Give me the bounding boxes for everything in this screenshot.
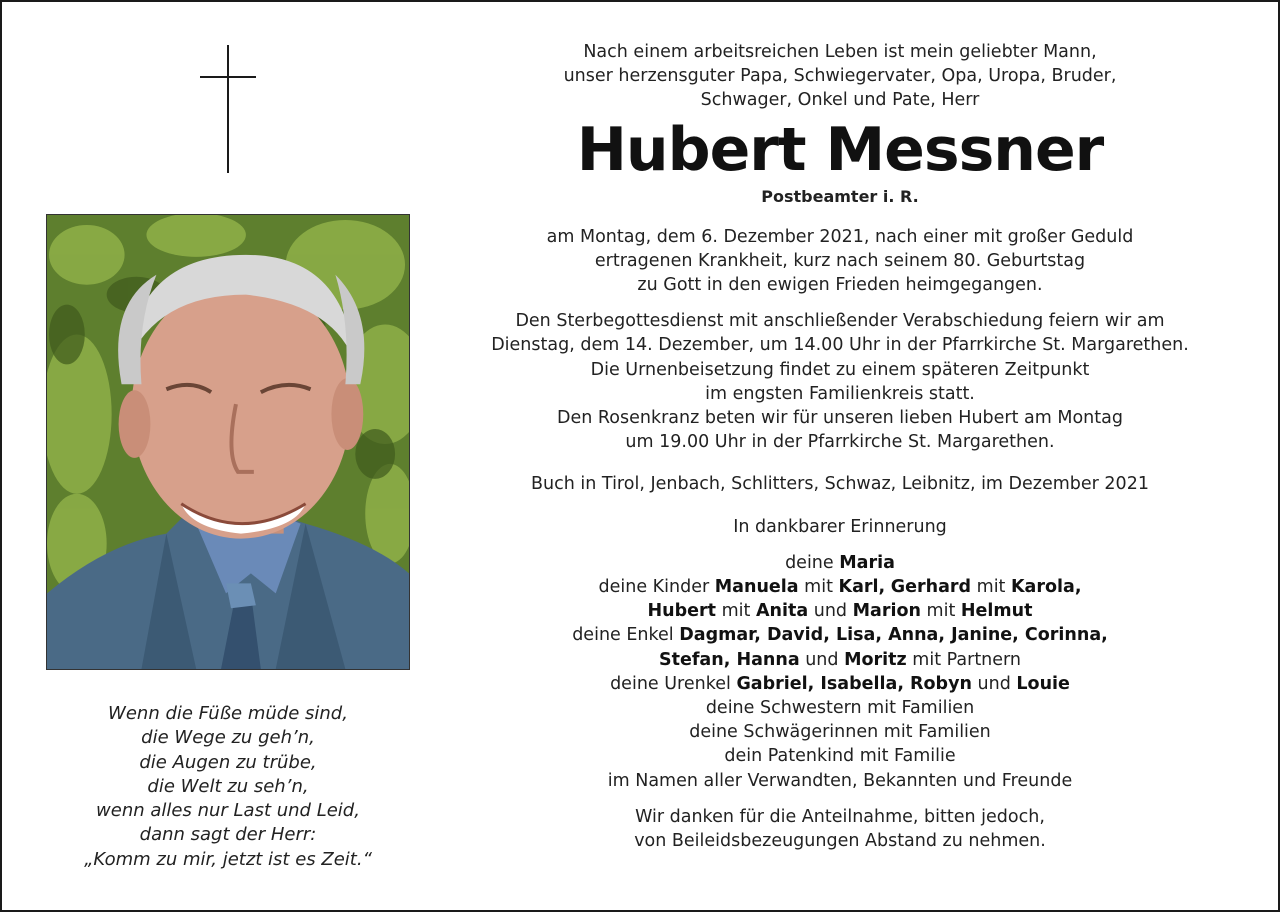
thanks-line: Wir danken für die Anteilnahme, bitten jedoch, (635, 806, 1045, 827)
funeral-line: Den Rosenkranz beten wir für unseren lieben Hubert am Montag (557, 408, 1123, 429)
family-godchild: dein Patenkind mit Familie (724, 746, 956, 767)
remembrance-line: In dankbarer Erinnerung (733, 516, 947, 537)
family-name: Gabriel, Isabella, Robyn (736, 673, 972, 694)
intro-line: Nach einem arbeitsreichen Leben ist mein geliebter Mann, (583, 42, 1097, 62)
family-name: Karl, (838, 577, 886, 598)
family-children-1 (440, 575, 1240, 599)
family-great-grandchildren (440, 672, 1240, 696)
family-text: und (805, 649, 839, 670)
family-children-2 (440, 599, 1240, 623)
family-text: deine Urenkel (610, 673, 731, 694)
family-text: mit (721, 601, 751, 622)
family-text: mit (804, 577, 833, 598)
family-name: Gerhard (890, 577, 972, 598)
family-name: Marion (852, 601, 921, 622)
portrait-photo (46, 214, 410, 670)
family-name: Helmut (960, 601, 1033, 622)
family-name: Dagmar, David, Lisa, Anna, Janine, Corinna, (679, 625, 1108, 646)
family-name: Hubert (647, 601, 717, 622)
family-text: deine Kinder (598, 577, 710, 598)
family-name: Moritz (844, 649, 907, 670)
funeral-line: Den Sterbegottesdienst mit anschließender Verabschiedung feiern wir am (515, 311, 1165, 332)
family-wife (440, 551, 1240, 575)
death-notice-line: am Montag, dem 6. Dezember 2021, nach einer mit großer Geduld (546, 226, 1134, 247)
places-date: Buch in Tirol, Jenbach, Schlitters, Schwaz, Leibnitz, im Dezember 2021 (531, 474, 1149, 495)
family-name: Manuela (714, 577, 799, 598)
deceased-profession: Postbeamter i. R. (761, 186, 919, 206)
family-text: mit Partnern (912, 649, 1022, 670)
intro-line: unser herzensguter Papa, Schwiegervater, Opa, Uropa, Bruder, (563, 66, 1117, 87)
poem-line: „Komm zu mir, jetzt ist es Zeit.“ (84, 848, 372, 870)
funeral-line: im engsten Familienkreis statt. (705, 383, 975, 404)
family-grandchildren-1 (440, 623, 1240, 647)
funeral-line: um 19.00 Uhr in der Pfarrkirche St. Margarethen. (625, 432, 1055, 453)
poem-line: Wenn die Füße müde sind, (108, 703, 348, 724)
family-text: deine (785, 552, 834, 573)
poem-line: die Welt zu seh’n, (147, 775, 309, 797)
family-text: mit (976, 577, 1006, 598)
poem-line: dann sagt der Herr: (139, 824, 317, 846)
family-sisters-in-law: deine Schwägerinnen mit Familien (689, 722, 991, 743)
family-text: deine Enkel (572, 625, 674, 646)
thanks-line: von Beileidsbezeugungen Abstand zu nehmen. (634, 831, 1046, 852)
family-name: Maria (839, 552, 895, 573)
family-grandchildren-2 (440, 648, 1240, 672)
family-name: Karola, (1011, 577, 1082, 598)
family-text: mit (926, 601, 956, 622)
funeral-line: Dienstag, dem 14. Dezember, um 14.00 Uhr in der Pfarrkirche St. Margarethen. (491, 335, 1189, 356)
family-sisters: deine Schwestern mit Familien (705, 698, 975, 719)
deceased-name: Hubert Messner (576, 114, 1104, 185)
family-relatives: im Namen aller Verwandten, Bekannten und Freunde (607, 770, 1073, 791)
funeral-line: Die Urnenbeisetzung findet zu einem späteren Zeitpunkt (590, 359, 1090, 380)
poem-line: die Wege zu geh’n, (141, 727, 315, 749)
notice-text (440, 40, 1240, 853)
family-text: und (813, 601, 848, 622)
death-notice-line: ertragenen Krankheit, kurz nach seinem 80. Geburtstag (594, 250, 1086, 271)
family-text: und (977, 673, 1011, 694)
family-name: Anita (755, 601, 809, 622)
death-notice-line: zu Gott in den ewigen Frieden heimgegangen. (637, 275, 1043, 296)
family-name: Louie (1016, 673, 1070, 694)
poem-line: wenn alles nur Last und Leid, (96, 800, 360, 822)
cross-icon (200, 45, 256, 173)
intro-line: Schwager, Onkel und Pate, Herr (700, 90, 980, 111)
poem (40, 702, 416, 872)
family-name: Stefan, Hanna (658, 649, 800, 670)
poem-line: die Augen zu trübe, (139, 751, 317, 773)
